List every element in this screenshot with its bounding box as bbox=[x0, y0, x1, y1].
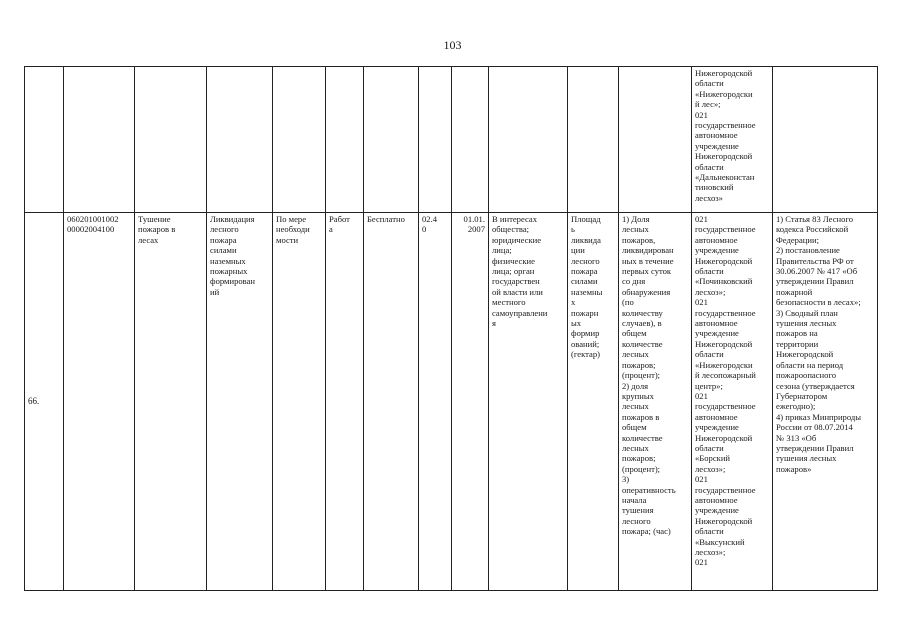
cell-code-short bbox=[419, 67, 452, 213]
cell-quality-indicators bbox=[619, 67, 692, 213]
cell-service-name bbox=[135, 67, 207, 213]
cell-consumers bbox=[489, 67, 568, 213]
cell-code bbox=[64, 67, 135, 213]
cell-consumers: В интересах общества; юридические лица; физические лица; орган государствен ой власти или местного самоуправлени я bbox=[489, 213, 568, 591]
cell-work-content: Ликвидация лесного пожара силами наземных пожарных формирован ий bbox=[207, 213, 273, 591]
cell-periodicity bbox=[273, 67, 326, 213]
table-row-continuation bbox=[25, 67, 878, 213]
page-number: 103 bbox=[443, 38, 462, 52]
cell-code: 060201001002 00002004100 bbox=[64, 213, 135, 591]
cell-institutions: 021 государственное автономное учреждение Нижегородской области «Починковский лесхоз»; 021 государственное автономное учреждение Нижегородской области «Нижегородски й лесопожарный центр»; 021 государственное автономное учреждение Нижегородской области «Борский лесхоз»; 021 государственное автономное учреждение Нижегородской области «Выксунский лесхоз»; 021 bbox=[692, 213, 773, 591]
cell-type: Работ а bbox=[326, 213, 364, 591]
cell-volume-indicator bbox=[568, 67, 619, 213]
cell-date: 01.01. 2007 bbox=[452, 213, 489, 591]
cell-type bbox=[326, 67, 364, 213]
cell-cost bbox=[364, 67, 419, 213]
cell-legal-basis bbox=[773, 67, 878, 213]
cell-quality-indicators: 1) Доля лесных пожаров, ликвидирован ных в течение первых суток со дня обнаружения (по количеству случаев), в общем количестве лесных пожаров; (процент); 2) доля крупных лесных пожаров в общем количестве лесных пожаров; (процент); 3) оперативность начала тушения лесного пожара; (час) bbox=[619, 213, 692, 591]
cell-legal-basis: 1) Статья 83 Лесного кодекса Российской Федерации; 2) постановление Правительства РФ от 30.06.2007 № 417 «Об утверждении Правил пожарной безопасности в лесах»; 3) Сводный план тушения лесных пожаров на территории Нижегородской области на период пожароопасного сезона (утверждается Губернатором ежегодно); 4) приказ Минприроды России от 08.07.2014 № 313 «Об утверждении Правил тушения лесных пожаров» bbox=[773, 213, 878, 591]
cell-service-name: Тушение пожаров в лесах bbox=[135, 213, 207, 591]
cell-periodicity: По мере необходи мости bbox=[273, 213, 326, 591]
cell-code-short: 02.4 0 bbox=[419, 213, 452, 591]
cell-number: 66. bbox=[25, 213, 64, 591]
cell-cost: Бесплатно bbox=[364, 213, 419, 591]
cell-date bbox=[452, 67, 489, 213]
table-row-66 bbox=[25, 213, 878, 591]
cell-number bbox=[25, 67, 64, 213]
services-table bbox=[24, 66, 878, 591]
cell-work-content bbox=[207, 67, 273, 213]
cell-volume-indicator: Площад ь ликвида ции лесного пожара силами наземны х пожарн ых формир ований; (гектар) bbox=[568, 213, 619, 591]
cell-institutions: Нижегородской области «Нижегородски й лес»; 021 государственное автономное учреждение Нижегородской области «Дальнеконстан тиновский лесхоз» bbox=[692, 67, 773, 213]
